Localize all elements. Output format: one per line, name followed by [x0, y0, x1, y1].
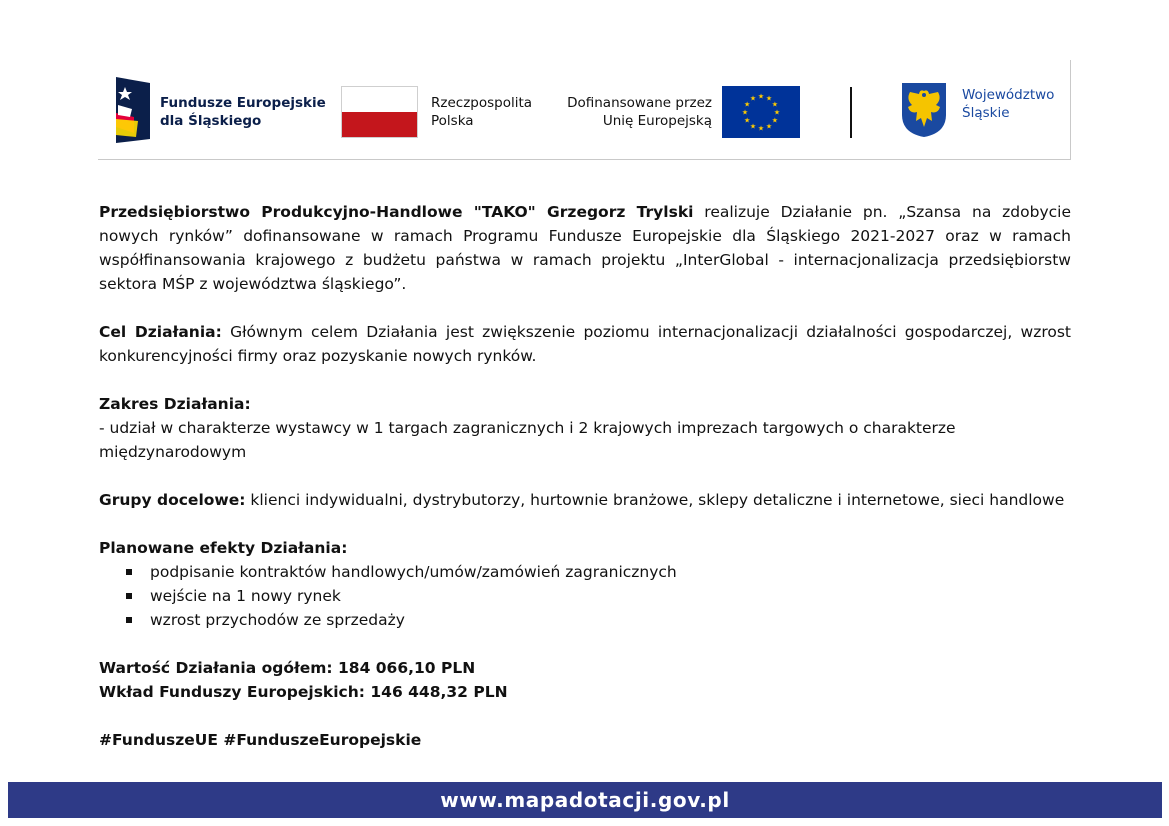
zakres-text: - udział w charakterze wystawcy w 1 targach zagranicznych i 2 krajowych imprezach targowych o charakterze międzynarodowym	[99, 419, 956, 461]
efekty-list	[99, 560, 1071, 632]
eu-star-icon: ★	[765, 122, 773, 131]
logo-bar-divider	[98, 159, 1071, 160]
bullet-icon	[126, 617, 132, 623]
eu-star-icon: ★	[771, 116, 779, 125]
fe-line1: Fundusze Europejskie	[160, 95, 326, 111]
efekty-heading: Planowane efekty Działania:	[99, 539, 348, 557]
eu-star-icon: ★	[741, 108, 749, 117]
rp-line2: Polska	[431, 113, 474, 129]
ws-line1: Województwo	[962, 87, 1055, 103]
eu-star-icon: ★	[749, 122, 757, 131]
notice-content	[99, 200, 1071, 752]
hashtags: #FunduszeUE #FunduszeEuropejskie	[99, 731, 422, 749]
wklad-line: Wkład Funduszy Europejskich: 146 448,32 PLN	[99, 683, 508, 701]
logo-bar	[98, 60, 1071, 160]
footer-bar	[8, 782, 1162, 818]
zakres-heading: Zakres Działania:	[99, 395, 251, 413]
dofinansowane-text	[564, 94, 712, 130]
eu-star-icon: ★	[757, 124, 765, 133]
silesia-coat-of-arms	[900, 81, 948, 143]
fundusze-europejskie-text	[160, 94, 326, 130]
grupy-label: Grupy docelowe:	[99, 491, 246, 509]
footer-url[interactable]: www.mapadotacji.gov.pl	[440, 788, 730, 812]
eu-star-icon: ★	[749, 94, 757, 103]
intro-paragraph	[99, 200, 1071, 296]
cel-paragraph	[99, 320, 1071, 368]
company-name: Przedsiębiorstwo Produkcyjno-Handlowe "TAKO" Grzegorz Trylski	[99, 203, 694, 221]
fe-line2: dla Śląskiego	[160, 113, 262, 129]
wojewodztwo-slaskie-text	[962, 86, 1054, 122]
eu-star-icon: ★	[743, 116, 751, 125]
list-item: wzrost przychodów ze sprzedaży	[99, 608, 1071, 632]
eu-star-icon: ★	[757, 92, 765, 101]
ue-line2: Unię Europejską	[602, 113, 712, 129]
eu-star-icon: ★	[743, 100, 751, 109]
eu-star-icon: ★	[773, 108, 781, 117]
ue-line1: Dofinansowane przez	[567, 95, 712, 111]
fundusze-europejskie-logo	[114, 75, 152, 149]
grupy-text: klienci indywidualni, dystrybutorzy, hurtownie branżowe, sklepy detaliczne i internetowe, sieci handlowe	[245, 491, 1065, 509]
eu-flag	[722, 86, 800, 138]
wartosc-line: Wartość Działania ogółem: 184 066,10 PLN	[99, 659, 476, 677]
cel-label: Cel Działania:	[99, 323, 222, 341]
rzeczpospolita-text	[431, 94, 532, 130]
logo-separator	[850, 87, 852, 138]
ws-line2: Śląskie	[962, 105, 1010, 121]
polish-flag	[341, 86, 418, 138]
list-item: podpisanie kontraktów handlowych/umów/zamówień zagranicznych	[99, 560, 1071, 584]
rp-line1: Rzeczpospolita	[431, 95, 533, 111]
eu-star-icon: ★	[765, 94, 773, 103]
logo-bar-edge	[1070, 60, 1071, 160]
grupy-paragraph	[99, 488, 1071, 512]
intro-text: realizuje Działanie pn. „Szansa na zdobycie nowych rynków” dofinansowane w ramach Programu Fundusze Europejskie dla Śląskiego 2021-2027 oraz w ramach współfinansowania krajowego z budżetu państwa w ramach projektu „InterGlobal - internacjonalizacja przedsiębiorstw sektora MŚP z województwa śląskiego”.	[99, 203, 1071, 293]
cel-text: Głównym celem Działania jest zwiększenie poziomu internacjonalizacji działalności gospodarczej, wzrost konkurencyjności firmy oraz pozyskanie nowych rynków.	[99, 323, 1072, 365]
bullet-icon	[126, 569, 132, 575]
bullet-icon	[126, 593, 132, 599]
list-item: wejście na 1 nowy rynek	[99, 584, 1071, 608]
eu-star-icon: ★	[771, 100, 779, 109]
